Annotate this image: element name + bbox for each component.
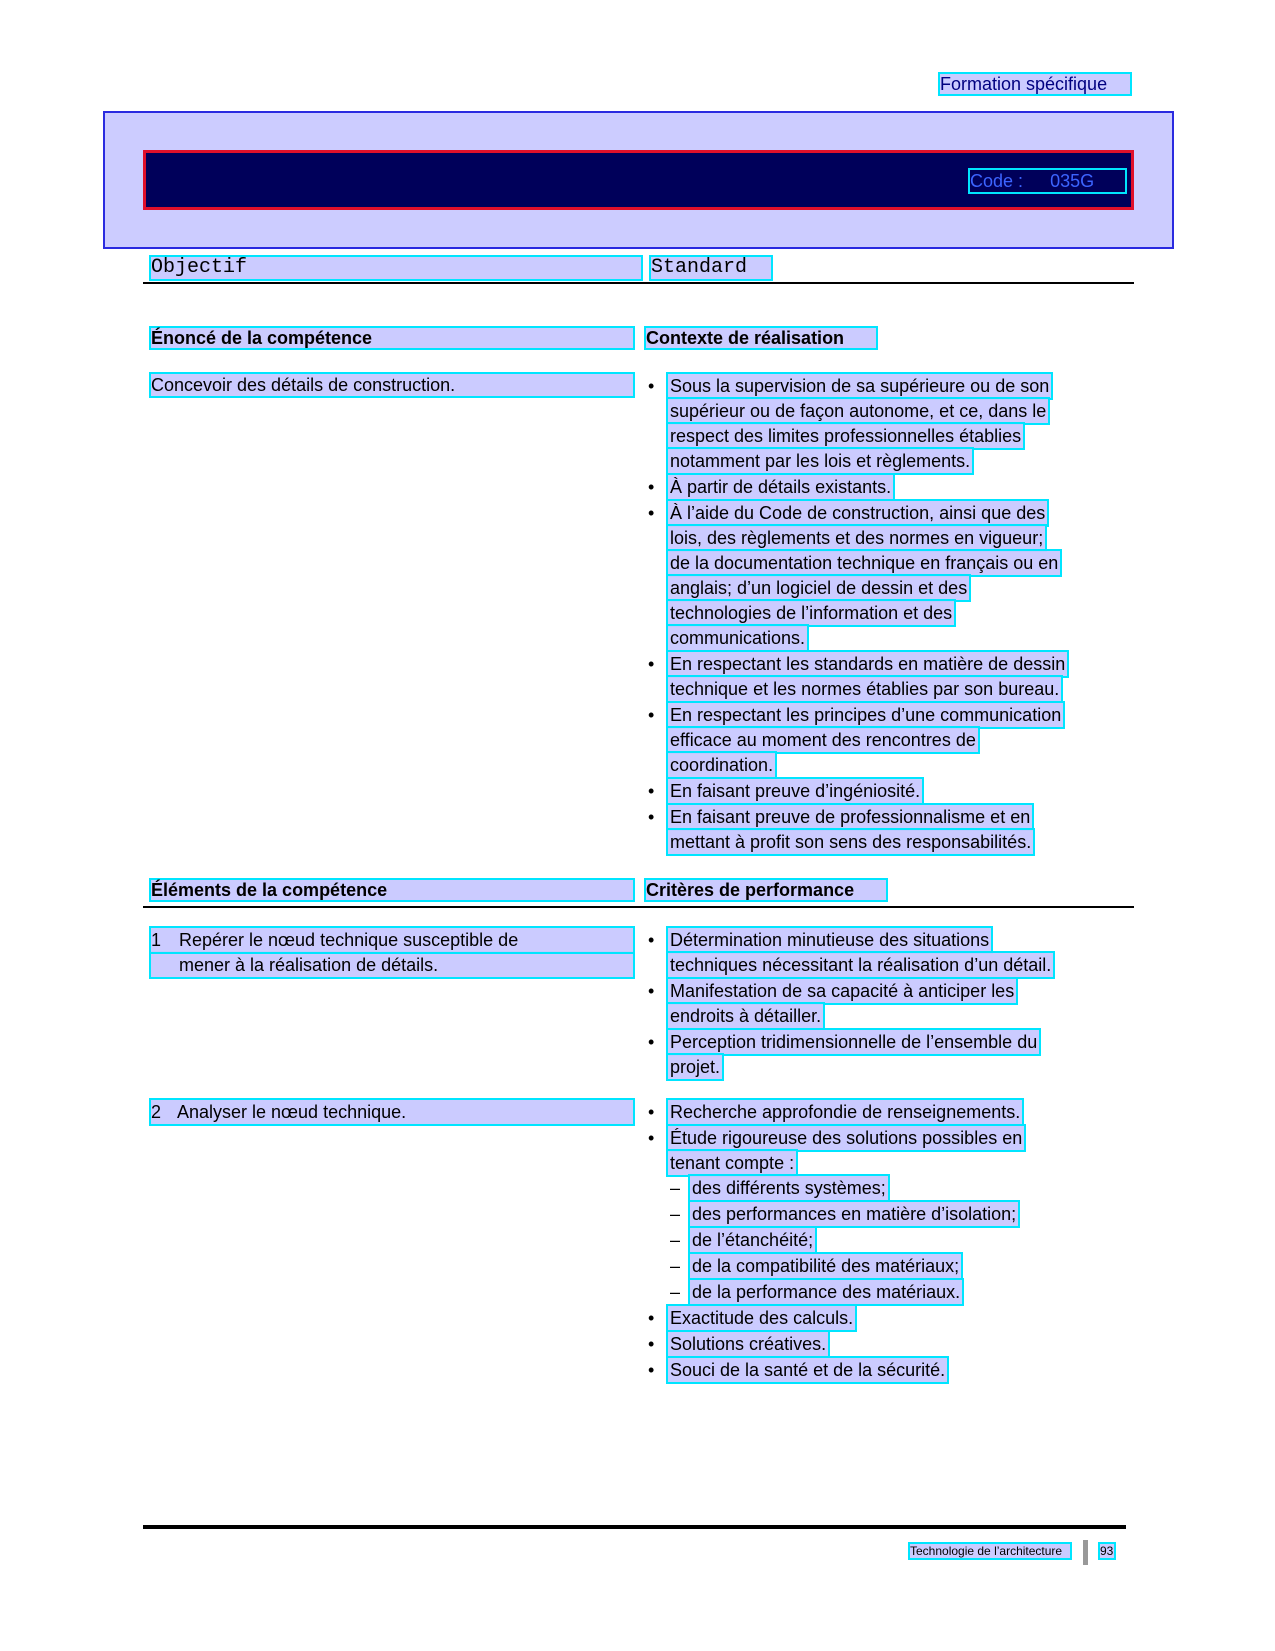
criteria-item: • Étude rigoureuse des solutions possibles en tenant compte : – des différents systèmes; – des performances en matière d’isolation; – de l’étanchéité; – de la compatibilité des matériaux; – de la performance des matériaux. <box>646 1126 1136 1305</box>
code-label: Code : <box>970 171 1024 191</box>
elements-divider <box>143 906 1134 908</box>
standard-label: Standard <box>651 257 771 279</box>
criteria-heading: Critères de performance <box>646 880 886 900</box>
criteria-subitem: – des performances en matière d’isolation; <box>668 1202 1136 1227</box>
competence-heading: Énoncé de la compétence <box>151 328 633 348</box>
criteria-item: • Détermination minutieuse des situations techniques nécessitant la réalisation d’un détail. <box>646 928 1136 978</box>
competence-statement: Concevoir des détails de construction. <box>151 374 633 396</box>
element-item: 2 Analyser le nœud technique. <box>151 1100 633 1124</box>
code-value: 035G <box>1050 171 1095 191</box>
elements-heading: Éléments de la compétence <box>151 880 633 900</box>
criteria-subitem: – de l’étanchéité; <box>668 1228 1136 1253</box>
criteria-subitem: – de la performance des matériaux. <box>668 1280 1136 1305</box>
context-item: • Sous la supervision de sa supérieure ou de son supérieur ou de façon autonome, et ce, dans le respect des limites professionnelles établies notamment par les lois et règlements. <box>646 374 1136 474</box>
criteria-item: • Manifestation de sa capacité à anticiper les endroits à détailler. <box>646 979 1136 1029</box>
context-item: • À partir de détails existants. <box>646 475 1136 500</box>
objectif-label: Objectif <box>151 257 641 279</box>
element-number: 1 <box>151 930 162 950</box>
criteria-item: • Solutions créatives. <box>646 1332 1136 1357</box>
footer-divider <box>143 1525 1126 1529</box>
section-label: Formation spécifique <box>940 74 1130 94</box>
code-display <box>970 170 1125 192</box>
page-number: 93 <box>1100 1544 1114 1558</box>
criteria-item: • Exactitude des calculs. <box>646 1306 1136 1331</box>
context-list <box>646 374 1136 856</box>
criteria-item: • Recherche approfondie de renseignements. <box>646 1100 1136 1125</box>
context-item: • En faisant preuve d’ingéniosité. <box>646 779 1136 804</box>
criteria-item: • Perception tridimensionnelle de l’ensemble du projet. <box>646 1030 1136 1080</box>
footer-program: Technologie de l’architecture <box>910 1544 1070 1558</box>
context-item: • En faisant preuve de professionnalisme et en mettant à profit son sens des responsabilités. <box>646 805 1136 855</box>
criteria-item: • Souci de la santé et de la sécurité. <box>646 1358 1136 1383</box>
context-item: • À l’aide du Code de construction, ainsi que des lois, des règlements et des normes en vigueur; de la documentation technique en français ou en anglais; d’un logiciel de dessin et des technologies de l’information et des communications. <box>646 501 1136 651</box>
criteria-list <box>646 1100 1136 1384</box>
criteria-list <box>646 928 1136 1081</box>
footer-separator <box>1083 1540 1088 1565</box>
criteria-subitem: – de la compatibilité des matériaux; <box>668 1254 1136 1279</box>
criteria-subitem: – des différents systèmes; <box>668 1176 1136 1201</box>
context-item: • En respectant les standards en matière de dessin technique et les normes établies par son bureau. <box>646 652 1136 702</box>
context-item: • En respectant les principes d’une communication efficace au moment des rencontres de coordination. <box>646 703 1136 778</box>
element-number: 2 <box>151 1102 162 1122</box>
header-divider <box>143 282 1134 284</box>
element-item: 1 Repérer le nœud technique susceptible de mener à la réalisation de détails. <box>151 928 633 977</box>
context-heading: Contexte de réalisation <box>646 328 876 348</box>
